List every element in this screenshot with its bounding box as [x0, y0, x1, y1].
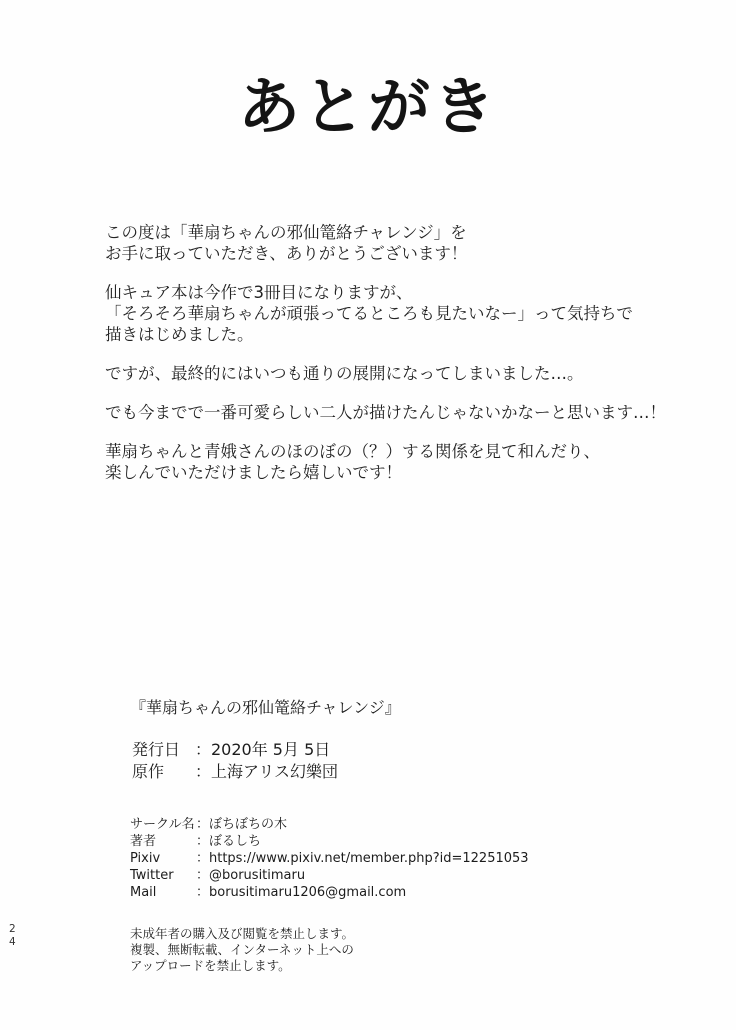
credits-label: Mail	[130, 885, 157, 900]
notice-line: アップロードを禁止します。	[130, 958, 291, 973]
credits-row	[130, 816, 529, 833]
credits-info	[130, 816, 529, 901]
credits-label: サークル名	[130, 817, 195, 832]
body-line: でも今までで一番可愛らしい二人が描けたんじゃないかなーと思います…！	[105, 403, 666, 422]
paragraph	[105, 363, 666, 384]
credits-row	[130, 850, 529, 867]
publication-value: ：2020年 5月 5日	[195, 740, 331, 759]
credits-value: ：ぼちぼちの木	[196, 817, 288, 832]
credits-row	[130, 867, 529, 884]
body-line: 描きはじめました。	[105, 325, 254, 344]
body-line: 仙キュア本は今作で3冊目になりますが、	[105, 283, 413, 302]
publication-label: 発行日	[132, 740, 181, 759]
page-number: 24	[9, 923, 16, 948]
body-line: ですが、最終的にはいつも通りの展開になってしまいました…。	[105, 364, 584, 383]
page-title: あとがき	[237, 70, 498, 143]
body-line: この度は「華扇ちゃんの邪仙篭絡チャレンジ」を	[105, 223, 467, 242]
credits-row	[130, 833, 529, 850]
publication-label: 原作	[132, 761, 165, 781]
paragraph	[105, 402, 666, 423]
credits-label: Twitter	[130, 868, 174, 883]
credits-row	[130, 884, 529, 901]
credits-value: ：borusitimaru1206@gmail.com	[196, 885, 407, 900]
body-line: 華扇ちゃんと青娥さんのほのぼの（？）する関係を見て和んだり、	[105, 442, 600, 461]
afterword-body	[105, 222, 666, 501]
notice-line: 未成年者の購入及び閲覧を禁止します。	[130, 926, 355, 941]
paragraph	[105, 441, 666, 483]
credits-label: 著者	[130, 834, 157, 849]
paragraph	[105, 282, 666, 345]
credits-value: ：ぼるしち	[196, 834, 262, 849]
book-title: 『華扇ちゃんの邪仙篭絡チャレンジ』	[130, 698, 401, 717]
age-notice	[130, 926, 354, 974]
credits-value: ：https://www.pixiv.net/member.php?id=12251053	[196, 851, 529, 866]
credits-label: Pixiv	[130, 851, 161, 866]
paragraph	[105, 222, 666, 264]
publication-row	[132, 761, 338, 783]
body-line: 楽しんでいただけましたら嬉しいです！	[105, 463, 402, 482]
notice-line: 複製、無断転載、インターネット上への	[130, 942, 354, 957]
body-line: 「そろそろ華扇ちゃんが頑張ってるところも見たいなー」って気持ちで	[105, 304, 633, 323]
credits-value: ：@borusitimaru	[196, 868, 306, 883]
publication-value: ：上海アリス幻樂団	[195, 761, 339, 781]
publication-row	[132, 739, 338, 761]
publication-info	[132, 739, 338, 782]
body-line: お手に取っていただき、ありがとうございます！	[105, 244, 468, 263]
